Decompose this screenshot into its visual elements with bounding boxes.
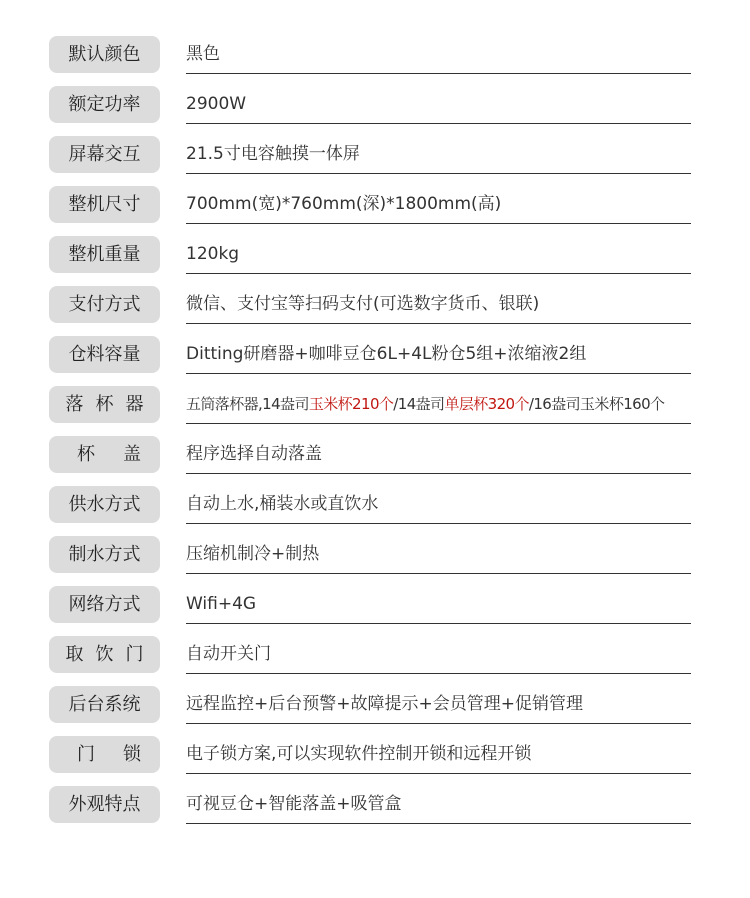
spec-value: 自动开关门 [186, 633, 691, 674]
spec-label: 供水方式 [49, 486, 160, 523]
spec-value: 压缩机制冷+制热 [186, 533, 691, 574]
spec-row-payment [49, 283, 691, 333]
spec-value: 120kg [186, 233, 691, 274]
spec-label: 仓料容量 [49, 336, 160, 373]
spec-row-color [49, 33, 691, 83]
spec-row-screen [49, 133, 691, 183]
spec-value [186, 383, 691, 424]
spec-label: 支付方式 [49, 286, 160, 323]
spec-label: 网络方式 [49, 586, 160, 623]
spec-row-network [49, 583, 691, 633]
spec-value: 电子锁方案,可以实现软件控制开锁和远程开锁 [186, 733, 691, 774]
spec-value-text: /14盎司 [393, 395, 445, 413]
spec-value: Wifi+4G [186, 583, 691, 624]
spec-row-cup-dispenser [49, 383, 691, 433]
spec-value-text: /16盎司玉米杯160个 [528, 395, 665, 413]
spec-value: 700mm(宽)*760mm(深)*1800mm(高) [186, 183, 691, 224]
spec-value: 微信、支付宝等扫码支付(可选数字货币、银联) [186, 283, 691, 324]
spec-label: 默认颜色 [49, 36, 160, 73]
spec-label: 额定功率 [49, 86, 160, 123]
spec-value-text: 五筒落杯器,14盎司 [186, 395, 309, 413]
spec-row-water-supply [49, 483, 691, 533]
spec-label: 外观特点 [49, 786, 160, 823]
spec-value: 黑色 [186, 33, 691, 74]
spec-label: 后台系统 [49, 686, 160, 723]
spec-row-weight [49, 233, 691, 283]
highlight-text: 单层杯320个 [444, 395, 529, 413]
spec-row-backend [49, 683, 691, 733]
spec-row-appearance [49, 783, 691, 833]
spec-table [49, 33, 691, 833]
spec-value: 21.5寸电容触摸一体屏 [186, 133, 691, 174]
spec-label: 门锁 [49, 736, 160, 773]
spec-value: 程序选择自动落盖 [186, 433, 691, 474]
spec-label: 制水方式 [49, 536, 160, 573]
spec-value: 远程监控+后台预警+故障提示+会员管理+促销管理 [186, 683, 691, 724]
spec-row-water-treatment [49, 533, 691, 583]
spec-label: 整机尺寸 [49, 186, 160, 223]
spec-row-pickup-door [49, 633, 691, 683]
spec-value: Ditting研磨器+咖啡豆仓6L+4L粉仓5组+浓缩液2组 [186, 333, 691, 374]
spec-value: 自动上水,桶装水或直饮水 [186, 483, 691, 524]
spec-label: 屏幕交互 [49, 136, 160, 173]
spec-row-lock [49, 733, 691, 783]
spec-value: 可视豆仓+智能落盖+吸管盒 [186, 783, 691, 824]
highlight-text: 玉米杯210个 [308, 395, 394, 413]
spec-label: 取饮门 [49, 636, 160, 673]
spec-row-capacity [49, 333, 691, 383]
spec-label: 杯盖 [49, 436, 160, 473]
spec-row-lid [49, 433, 691, 483]
spec-row-dimensions [49, 183, 691, 233]
spec-row-power [49, 83, 691, 133]
spec-label: 落杯器 [49, 386, 160, 423]
spec-value: 2900W [186, 83, 691, 124]
spec-label: 整机重量 [49, 236, 160, 273]
